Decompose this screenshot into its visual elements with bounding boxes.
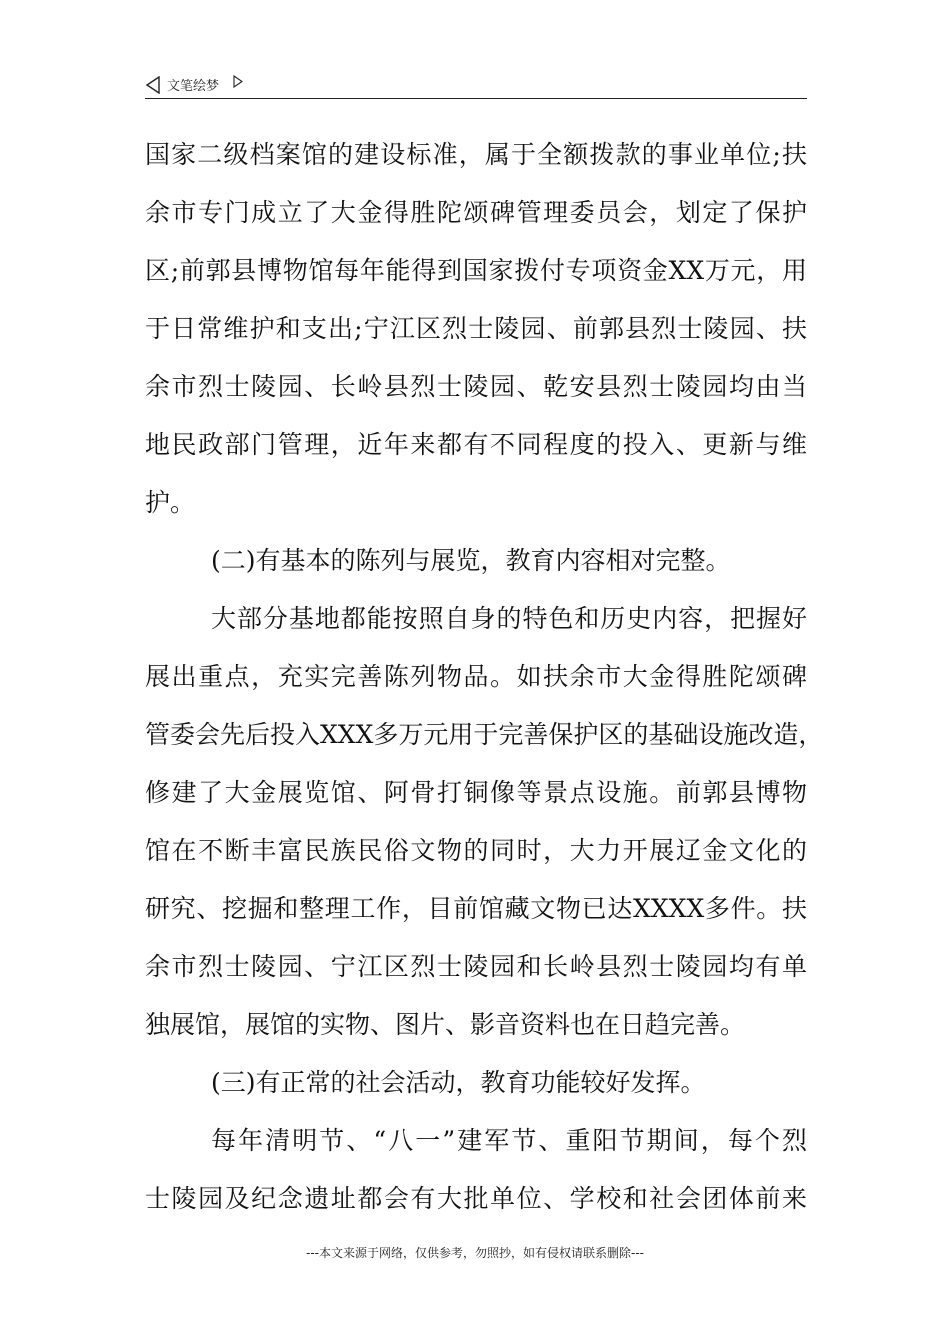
document-body: [145, 126, 824, 1228]
body-line: 每年清明节、“八一”建军节、重阳节期间，每个烈: [211, 1126, 807, 1155]
body-line: 研究、挖掘和整理工作，目前馆藏文物已达XXXX多件。扶: [145, 894, 807, 923]
header-title: 文笔绘梦: [167, 79, 220, 94]
body-line: 士陵园及纪念遗址都会有大批单位、学校和社会团体前来: [145, 1184, 807, 1213]
body-line: 余市专门成立了大金得胜陀颂碑管理委员会，划定了保护: [145, 198, 807, 227]
left-triangle-outline-icon: [145, 76, 161, 94]
body-line: 地民政部门管理，近年来都有不同程度的投入、更新与维: [145, 430, 807, 459]
right-triangle-outline-icon: [233, 75, 243, 88]
section-heading: (二)有基本的陈列与展览，教育内容相对完整。: [211, 546, 731, 575]
body-line: 护。: [145, 488, 196, 517]
body-line: 修建了大金展览馆、阿骨打铜像等景点设施。前郭县博物: [145, 778, 807, 807]
body-line: 于日常维护和支出;宁江区烈士陵园、前郭县烈士陵园、扶: [145, 314, 807, 343]
body-line: 国家二级档案馆的建设标准，属于全额拨款的事业单位;扶: [145, 140, 807, 169]
body-line: 区;前郭县博物馆每年能得到国家拨付专项资金XX万元，用: [145, 256, 807, 285]
page-footer: ---本文来源于网络，仅供参考，勿照抄，如有侵权请联系删除---: [306, 1246, 644, 1260]
body-line: 大部分基地都能按照自身的特色和历史内容，把握好: [211, 604, 807, 633]
body-line: 馆在不断丰富民族民俗文物的同时，大力开展辽金文化的: [145, 836, 807, 865]
body-line: 独展馆，展馆的实物、图片、影音资料也在日趋完善。: [145, 1010, 746, 1039]
body-line: 余市烈士陵园、宁江区烈士陵园和长岭县烈士陵园均有单: [145, 952, 807, 981]
page-header: [145, 72, 807, 99]
body-line: 余市烈士陵园、长岭县烈士陵园、乾安县烈士陵园均由当: [145, 372, 807, 401]
body-line: 展出重点，充实完善陈列物品。如扶余市大金得胜陀颂碑: [145, 662, 807, 691]
section-heading: (三)有正常的社会活动，教育功能较好发挥。: [211, 1068, 706, 1097]
body-line: 管委会先后投入XXX多万元用于完善保护区的基础设施改造，: [145, 720, 824, 749]
